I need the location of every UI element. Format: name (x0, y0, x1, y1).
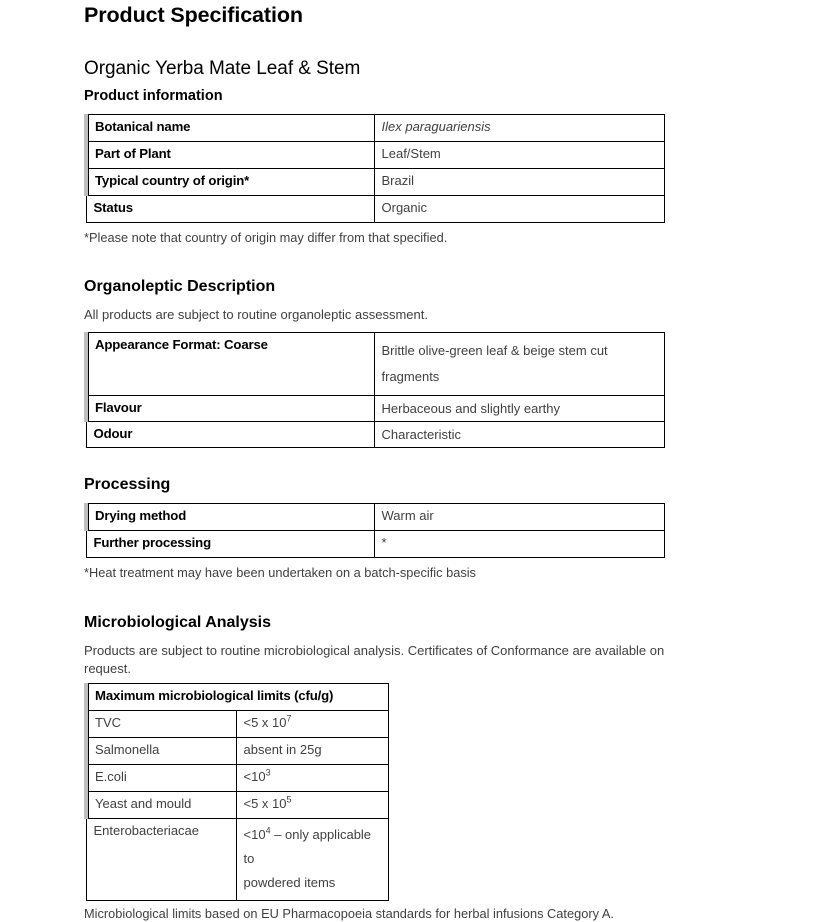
table-row (86, 819, 388, 901)
limit-base: absent in 25g (243, 742, 322, 757)
table-row (86, 333, 664, 396)
row-label: Appearance Format: Coarse (86, 333, 374, 396)
microbiological-intro: Products are subject to routine microbiological analysis. Certificates of Conformance are available on request. (84, 643, 665, 676)
product-name-heading: Organic Yerba Mate Leaf & Stem (84, 58, 361, 79)
organoleptic-intro: All products are subject to routine organoleptic assessment. (84, 307, 428, 322)
table-row (86, 711, 388, 738)
table-row (86, 169, 664, 196)
product-information-footnote: *Please note that country of origin may differ from that specified. (84, 230, 448, 245)
microbiological-table-header: Maximum microbiological limits (cfu/g) (86, 684, 388, 711)
processing-heading: Processing (84, 476, 171, 493)
processing-footnote: *Heat treatment may have been undertaken on a batch-specific basis (84, 565, 476, 580)
limit-base: <5 x 10 (243, 715, 287, 730)
row-value: Characteristic (374, 422, 664, 448)
table-row (86, 142, 664, 169)
limit-exponent: 5 (286, 794, 292, 805)
processing-table-wrap (84, 495, 684, 558)
row-label: Botanical name (86, 115, 374, 142)
row-label: Drying method (86, 504, 374, 531)
row-value-line-1: Brittle olive-green leaf & beige stem cut (381, 343, 608, 358)
row-label: Further processing (86, 531, 374, 558)
row-value (236, 765, 388, 792)
row-value: Herbaceous and slightly earthy (374, 396, 664, 422)
organoleptic-table-wrap (84, 324, 684, 448)
row-value: Brazil (374, 169, 664, 196)
processing-table (84, 503, 665, 558)
row-value (236, 819, 388, 901)
table-row (86, 422, 664, 448)
microbiological-table-wrap (84, 678, 684, 901)
limit-base: <10 (243, 827, 266, 842)
row-label: Part of Plant (86, 142, 374, 169)
table-row (86, 396, 664, 422)
row-label: Yeast and mould (86, 792, 236, 819)
organoleptic-heading: Organoleptic Description (84, 278, 276, 295)
row-label: Odour (86, 422, 374, 448)
product-information-table (84, 114, 665, 223)
microbiological-table (84, 683, 389, 901)
page-title: Product Specification (84, 3, 303, 27)
row-value: Organic (374, 196, 664, 223)
row-label: Status (86, 196, 374, 223)
table-row (86, 196, 664, 223)
row-label: Flavour (86, 396, 374, 422)
row-value (236, 792, 388, 819)
row-value-line-1 (244, 823, 381, 871)
row-value: Leaf/Stem (374, 142, 664, 169)
table-row (86, 765, 388, 792)
row-value-line-2: powdered items (243, 875, 336, 890)
microbiological-footnote: Microbiological limits based on EU Pharmacopoeia standards for herbal infusions Category A. (84, 906, 614, 921)
row-label: Typical country of origin* (86, 169, 374, 196)
limit-exponent: 3 (265, 767, 271, 778)
row-label: TVC (86, 711, 236, 738)
table-row (86, 115, 664, 142)
row-value (236, 711, 388, 738)
table-row (86, 792, 388, 819)
row-label: E.coli (86, 765, 236, 792)
row-label: Enterobacteriacae (86, 819, 236, 901)
limit-exponent: 4 (265, 825, 271, 836)
row-label: Salmonella (86, 738, 236, 765)
limit-base: <10 (243, 769, 266, 784)
document-content (84, 0, 684, 922)
organoleptic-table (84, 332, 665, 448)
limit-suffix: – only applicable to (243, 827, 372, 866)
microbiological-heading: Microbiological Analysis (84, 614, 272, 631)
table-row (86, 738, 388, 765)
product-information-table-wrap (84, 106, 684, 223)
limit-base: <5 x 10 (243, 796, 287, 811)
row-value (236, 738, 388, 765)
row-value-line-2: fragments (381, 369, 440, 384)
table-row (86, 504, 664, 531)
limit-exponent: 7 (286, 713, 292, 724)
product-information-heading: Product information (84, 88, 223, 104)
row-value: * (374, 531, 664, 558)
row-value: Ilex paraguariensis (374, 115, 664, 142)
table-row (86, 531, 664, 558)
row-value: Warm air (374, 504, 664, 531)
row-value (374, 333, 664, 396)
table-header-row (86, 684, 388, 711)
